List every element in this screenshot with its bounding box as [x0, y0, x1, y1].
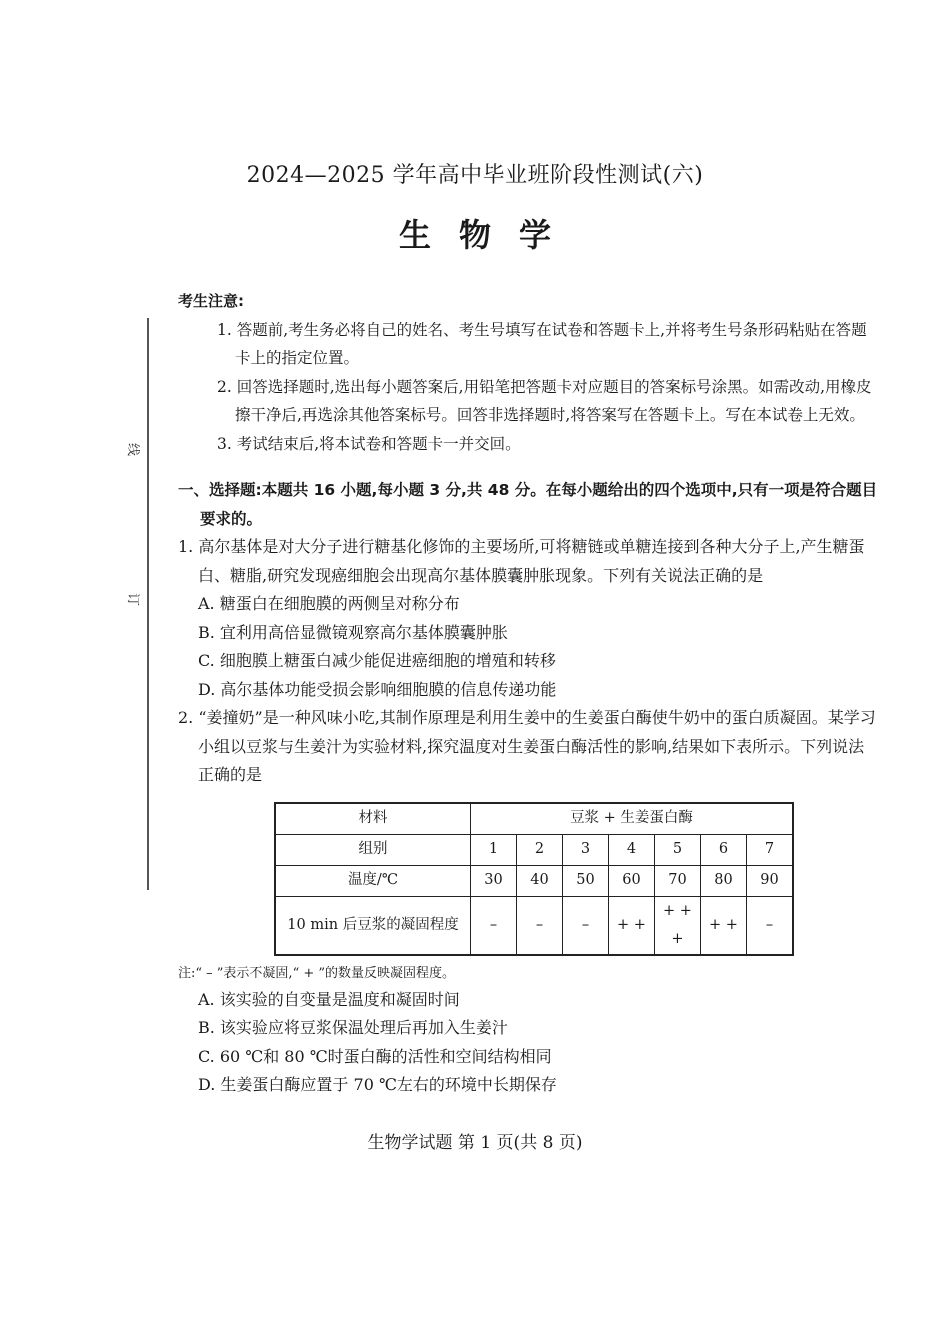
question-1-option-d: D. 高尔基体功能受损会影响细胞膜的信息传递功能 [198, 679, 557, 699]
question-2-option-a: A. 该实验的自变量是温度和凝固时间 [198, 989, 460, 1009]
group-cell: 1 [471, 834, 517, 865]
group-cell: 6 [701, 834, 747, 865]
question-2-option-d: D. 生姜蛋白酶应置于 70 ℃左右的环境中长期保存 [198, 1075, 557, 1094]
table-row [275, 803, 793, 835]
table-row [275, 896, 793, 955]
result-cell: – [563, 896, 609, 955]
result-cell: + + [701, 896, 747, 955]
temp-cell: 90 [747, 865, 794, 896]
question-1-stem: 1. 高尔基体是对大分子进行糖基化修饰的主要场所,可将糖链或单糖连接到各种大分子上,产生糖蛋白、糖脂,研究发现癌细胞会出现高尔基体膜囊肿胀现象。下列有关说法正确的是 [178, 537, 865, 585]
question-2-stem: 2. “姜撞奶”是一种风味小吃,其制作原理是利用生姜中的生姜蛋白酶使牛奶中的蛋白质凝固。某学习小组以豆浆与生姜汁为实验材料,探究温度对生姜蛋白酶活性的影响,结果如下表所示。下列说法正确的是 [178, 708, 876, 784]
group-cell: 4 [609, 834, 655, 865]
subject-title: 生物学 [398, 216, 579, 254]
question-1-option-c: C. 细胞膜上糖蛋白减少能促进癌细胞的增殖和转移 [198, 651, 556, 670]
question-2-option-b: B. 该实验应将豆浆保温处理后再加入生姜汁 [198, 1018, 508, 1037]
temp-label: 温度/℃ [275, 865, 471, 896]
exam-title: 2024—2025 学年高中毕业班阶段性测试(六) [246, 163, 704, 188]
margin-mark-ding: 订 [125, 592, 141, 607]
temp-cell: 80 [701, 865, 747, 896]
binding-line [147, 318, 149, 890]
result-cell: – [747, 896, 794, 955]
temp-cell: 30 [471, 865, 517, 896]
notice-title: 考生注意: [178, 292, 244, 310]
notice-item: 2. 回答选择题时,选出每小题答案后,用铅笔把答题卡对应题目的答案标号涂黑。如需改动,用橡皮擦干净后,再选涂其他答案标号。回答非选择题时,将答案写在答题卡上。写在本试卷上无效。 [217, 377, 872, 424]
margin-mark-xian: 线 [125, 442, 141, 457]
group-cell: 5 [655, 834, 701, 865]
page-footer: 生物学试题 第 1 页(共 8 页) [367, 1133, 583, 1153]
table-row [275, 834, 793, 865]
result-cell: – [471, 896, 517, 955]
section-heading: 一、选择题:本题共 16 小题,每小题 3 分,共 48 分。在每小题给出的四个选项中,只有一项是符合题目要求的。 [178, 481, 878, 528]
result-cell: – [517, 896, 563, 955]
result-label: 10 min 后豆浆的凝固程度 [275, 896, 471, 955]
group-cell: 7 [747, 834, 794, 865]
notice-item: 3. 考试结束后,将本试卷和答题卡一并交回。 [217, 434, 521, 453]
group-cell: 2 [517, 834, 563, 865]
result-cell: + + + [655, 896, 701, 955]
temp-cell: 70 [655, 865, 701, 896]
table-row [275, 865, 793, 896]
notice-item: 1. 答题前,考生务必将自己的姓名、考生号填写在试卷和答题卡上,并将考生号条形码粘贴在答题卡上的指定位置。 [217, 320, 867, 367]
result-cell: + + [609, 896, 655, 955]
group-label: 组别 [275, 834, 471, 865]
temp-cell: 60 [609, 865, 655, 896]
table-note: 注:“ – ”表示不凝固,“ + ”的数量反映凝固程度。 [178, 965, 456, 981]
temp-cell: 40 [517, 865, 563, 896]
group-cell: 3 [563, 834, 609, 865]
material-label: 材料 [275, 803, 471, 835]
question-1-option-a: A. 糖蛋白在细胞膜的两侧呈对称分布 [198, 594, 460, 613]
material-value: 豆浆 + 生姜蛋白酶 [471, 803, 794, 835]
question-2-option-c: C. 60 ℃和 80 ℃时蛋白酶的活性和空间结构相同 [198, 1046, 552, 1066]
experiment-table [274, 802, 794, 956]
exam-content [178, 287, 878, 1100]
question-1-option-b: B. 宜利用高倍显微镜观察高尔基体膜囊肿胀 [198, 622, 508, 642]
temp-cell: 50 [563, 865, 609, 896]
